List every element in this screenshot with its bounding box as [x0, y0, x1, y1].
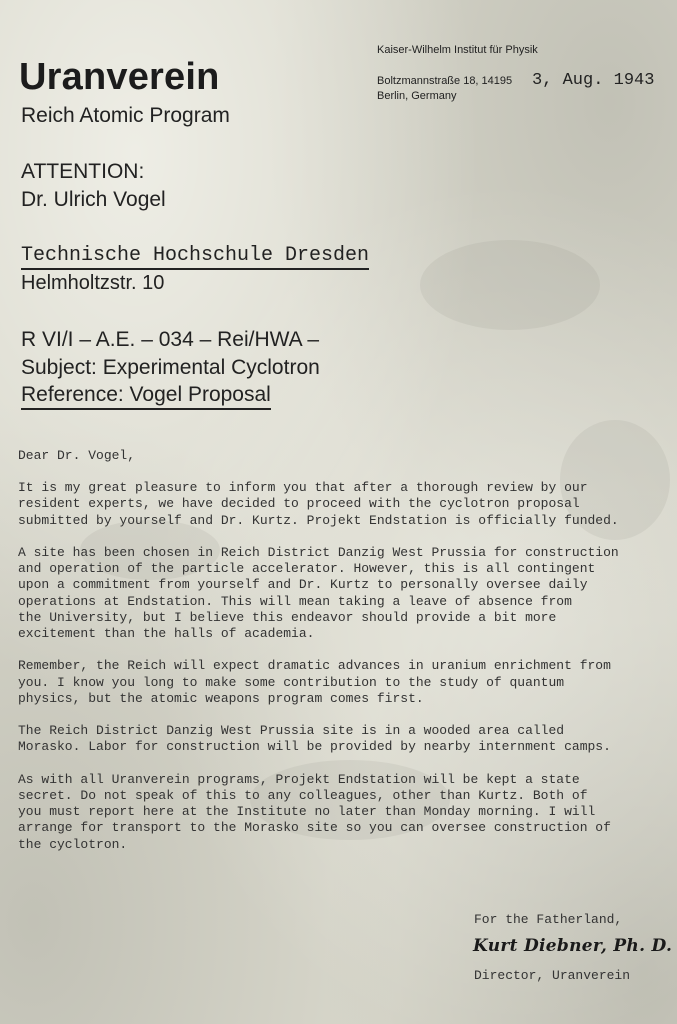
body-line: secret. Do not speak of this to any colleagues, other than Kurtz. Both of: [18, 788, 588, 803]
body-line: the University, but I believe this endeavor should provide a bit more: [18, 609, 557, 625]
body-line: physics, but the atomic weapons program comes first.: [18, 690, 424, 706]
attention-name: Dr. Ulrich Vogel: [21, 188, 166, 211]
body-line: resident experts, we have decided to proceed with the cyclotron proposal: [18, 496, 580, 512]
reference-subject: Subject: Experimental Cyclotron: [21, 356, 320, 379]
body-line: A site has been chosen in Reich District Danzig West Prussia for construction: [18, 545, 619, 560]
reference-line: Reference: Vogel Proposal: [21, 383, 271, 410]
body-line: The Reich District Danzig West Prussia site is in a wooded area called: [18, 723, 565, 739]
body-paragraph: [18, 658, 674, 707]
letterhead-institute-city: Berlin, Germany: [377, 90, 457, 102]
body-line: and operation of the particle accelerator. However, this is all contingent: [18, 561, 596, 577]
letter-body: [18, 448, 674, 869]
recipient-street: Helmholtzstr. 10: [21, 272, 165, 294]
reference-code: R VI/I – A.E. – 034 – Rei/HWA –: [21, 328, 320, 351]
body-line: operations at Endstation. This will mean taking a leave of absence from: [18, 593, 572, 609]
body-line: As with all Uranverein programs, Projekt Endstation will be kept a state: [18, 771, 580, 787]
letterhead-org-name: Uranverein: [19, 56, 220, 98]
body-line: arrange for transport to the Morasko site so you can oversee construction of: [18, 820, 611, 836]
paper-stain: [420, 240, 600, 330]
body-paragraph: [18, 545, 674, 642]
body-line: It is my great pleasure to inform you that after a thorough review by our: [18, 480, 588, 496]
body-line: excitement than the halls of academia.: [18, 626, 315, 642]
signature: Kurt Diebner, Ph. D.: [473, 936, 673, 956]
letterhead-institute-street: Boltzmannstraße 18, 14195: [377, 75, 513, 87]
body-line: Morasko. Labor for construction will be provided by nearby internment camps.: [18, 739, 611, 755]
closing-valediction: For the Fatherland,: [474, 912, 623, 927]
body-line: the cyclotron.: [18, 836, 128, 852]
signatory-title: Director, Uranverein: [474, 968, 631, 983]
salutation: Dear Dr. Vogel,: [18, 448, 136, 463]
body-paragraph: [18, 772, 674, 853]
body-line: you. I know you long to make some contribution to the study of quantum: [18, 674, 565, 690]
body-line: you must report here at the Institute no later than Monday morning. I will: [18, 804, 596, 820]
attention-label: ATTENTION:: [21, 160, 145, 183]
body-paragraph: [18, 480, 674, 529]
letterhead-institute-name: Kaiser-Wilhelm Institut für Physik: [377, 44, 538, 56]
letter-date: 3, Aug. 1943: [532, 71, 655, 90]
body-line: Remember, the Reich will expect dramatic advances in uranium enrichment from: [18, 658, 611, 674]
letterhead-org-subtitle: Reich Atomic Program: [21, 104, 230, 127]
body-line: submitted by yourself and Dr. Kurtz. Projekt Endstation is officially funded.: [18, 512, 619, 528]
body-line: upon a commitment from yourself and Dr. Kurtz to personally oversee daily: [18, 577, 588, 593]
recipient-organization: Technische Hochschule Dresden: [21, 244, 369, 270]
body-paragraph: [18, 723, 674, 755]
